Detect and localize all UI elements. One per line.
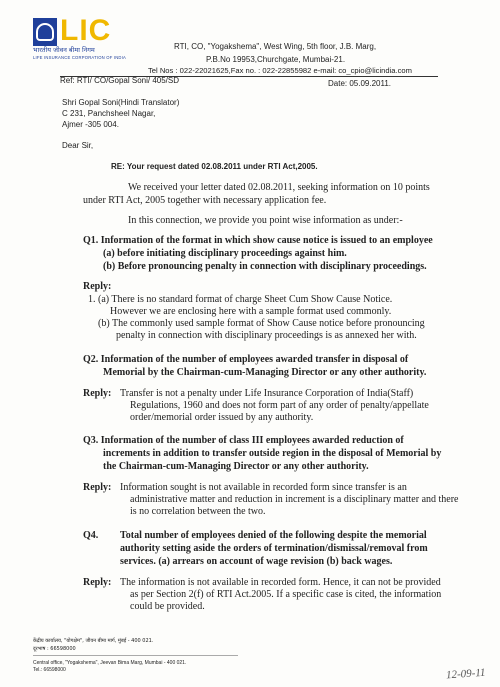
lic-emblem-icon [33, 18, 57, 46]
intro-paragraph-line2: under RTI Act, 2005 together with necessary application fee. [83, 195, 327, 206]
header-address-line2: P.B.No 19953,Churchgate, Mumbai-21. [206, 55, 346, 64]
reply-3-line2: administrative matter and reduction in increment is a disciplinary matter and there [130, 494, 459, 505]
reply-2-line2: Regulations, 1960 and does not form part of any order of penalty/appellate [130, 400, 429, 411]
reply-1-b-line1: (b) The commonly used sample format of Show Cause notice before pronouncing [98, 318, 425, 329]
reply-3-label: Reply: [83, 482, 112, 493]
reply-2-line1: Transfer is not a penalty under Life Insurance Corporation of India(Staff) [120, 388, 414, 399]
lic-hindi-name: भारतीय जीवन बीमा निगम [33, 46, 95, 54]
header-contact: Tel Nos : 022-22021625,Fax no. : 022-22855982 e-mail: co_cpio@licindia.com [148, 66, 412, 75]
intro-paragraph-line1: We received your letter dated 02.08.2011, seeking information on 10 points [128, 182, 430, 193]
reply-1-a-line2: However we are enclosing here with a sample format used commonly. [110, 306, 392, 317]
footer-hindi-address: केंद्रीय कार्यालय, "योगक्षेम", जीवन बीमा मार्ग, मुंबई - 400 021. [33, 638, 154, 644]
lic-corporation-name: LIFE INSURANCE CORPORATION OF INDIA [33, 55, 127, 60]
question-2-line2: Memorial by the Chairman-cum-Managing Director or any other authority. [103, 367, 427, 378]
reply-4-line1: The information is not available in recorded form. Hence, it can not be provided [120, 577, 441, 588]
question-1-line2: (a) before initiating disciplinary proceedings against him. [103, 248, 347, 259]
addressee-street: C 231, Panchsheel Nagar, [62, 109, 156, 118]
reply-1-label: Reply: [83, 281, 112, 292]
footer-telephone: Tel.: 66598000 [33, 667, 66, 673]
reply-1-b-line2: penalty in connection with disciplinary proceedings is as annexed her with. [116, 330, 417, 341]
reply-3-line1: Information sought is not available in recorded form since transfer is an [120, 482, 407, 493]
reply-3-line3: is no correlation between the two. [130, 506, 266, 517]
addressee-name: Shri Gopal Soni(Hindi Translator) [62, 98, 180, 107]
question-2-line1: Q2. Information of the number of employees awarded transfer in disposal of [83, 354, 409, 365]
reply-2-label: Reply: [83, 388, 112, 399]
subject-line: RE: Your request dated 02.08.2011 under RTI Act,2005. [111, 162, 318, 171]
handwritten-date: 12-09-11 [445, 666, 486, 682]
question-1-line1: Q1. Information of the format in which show cause notice is issued to an employee [83, 235, 433, 246]
footer-hindi-phone: दूरभाष : 66598000 [33, 646, 76, 652]
letter-date: Date: 05.09.2011. [328, 79, 392, 88]
question-3-line3: the Chairman-cum-Managing Director or any other authority. [103, 461, 369, 472]
footer-divider [33, 655, 238, 656]
reply-4-label: Reply: [83, 577, 112, 588]
reply-4-line3: could be provided. [130, 601, 205, 612]
footer-address: Central office, "Yogakshema", Jeevan Bima Marg, Mumbai - 400 021. [33, 660, 187, 666]
intro-paragraph2: In this connection, we provide you point wise information as under:- [128, 215, 403, 226]
addressee-city: Ajmer -305 004. [62, 120, 119, 129]
reply-4-line2: as per Section 2(f) of RTI Act.2005. If a specific case is cited, the information [130, 589, 442, 600]
reply-2-line3: order/memorial order issued by any authority. [130, 412, 314, 423]
question-4-line1: Total number of employees denied of the following despite the memorial [120, 530, 427, 541]
salutation: Dear Sir, [62, 141, 94, 150]
reply-1-a-line1: 1. (a) There is no standard format of charge Sheet Cum Show Cause Notice. [88, 294, 393, 305]
header-address-line1: RTI, CO, "Yogakshema", West Wing, 5th floor, J.B. Marg, [174, 42, 377, 51]
question-3-line2: increments in addition to transfer outside region in the disposal of Memorial by [103, 448, 442, 459]
lic-logo: LIC [60, 14, 112, 47]
question-1-line3: (b) Before pronouncing penalty in connection with disciplinary proceedings. [103, 261, 427, 272]
question-4-number: Q4. [83, 530, 99, 541]
question-4-line3: services. (a) arrears on account of wage revision (b) back wages. [120, 556, 393, 567]
question-4-line2: authority setting aside the orders of termination/dismissal/removal from [120, 543, 428, 554]
reference-number: Ref: RTI/ CO/Gopal Soni/ 405/SD [60, 76, 180, 85]
question-3-line1: Q3. Information of the number of class III employees awarded reduction of [83, 435, 404, 446]
